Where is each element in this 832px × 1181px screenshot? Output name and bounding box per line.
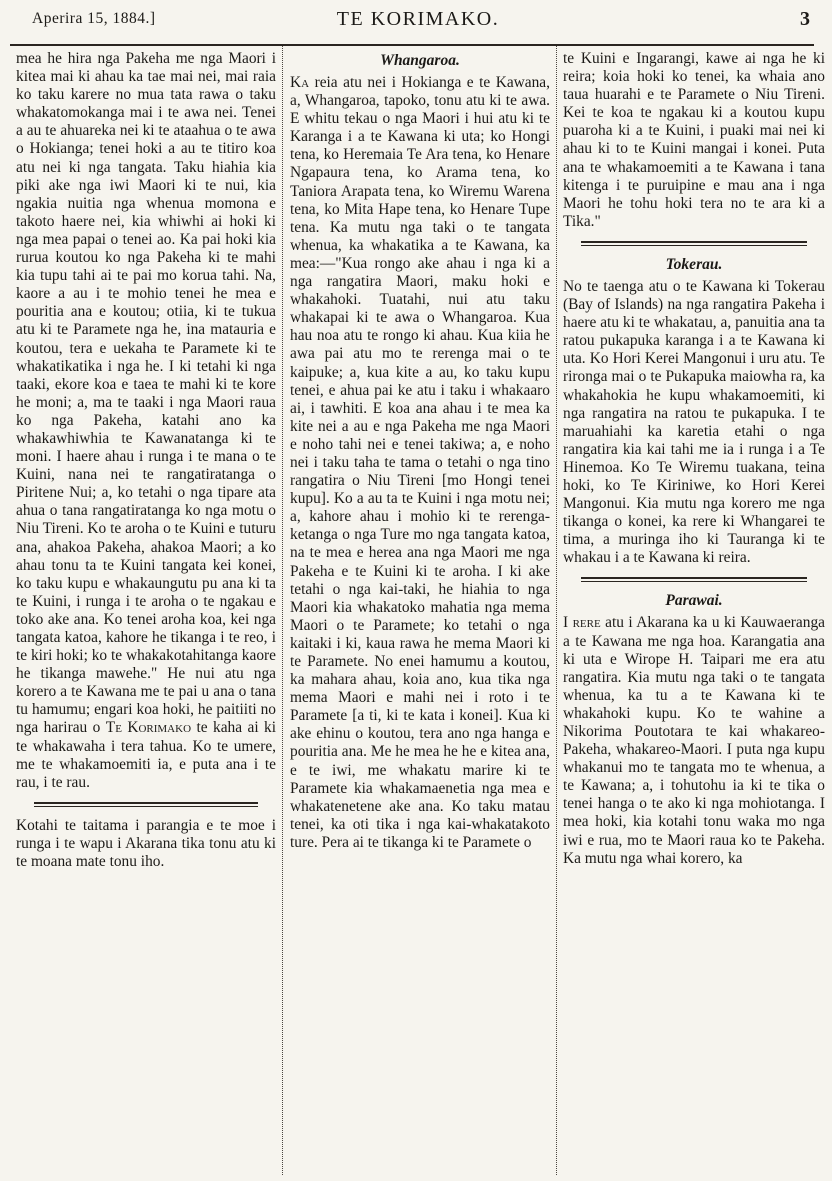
news-item-paragraph: Kotahi te taitama i parangia e te moe i runga i te wapu i Akarana tika tonu atu ki te moana mate tonu iho.	[16, 816, 276, 871]
paragraph-text-end: te kaha ai ki te whakawaha i tera tahua. Ko te umere, me te whakamoemiti ia, e puta ana i te rau, i te rau.	[16, 719, 276, 791]
tokerau-paragraph: No te taenga atu o te Kawana ki Tokerau (Bay of Islands) na nga rangatira Pakeha i haere atu ki te whakatau, a, panuitia ana ta ratou pukapuka karanga i a te Kawana ki uta. Ko Hori Kerei Mangonui i uru atu. Te rironga mai o te Pukapuka maiowha ra, ka whakahokia he kupu whakamoemiti, ki nga rangatira na ratou te pukapuka. I te maruahiahi ka karetia etahi o nga rangatira kia kai tahi me ia i runga i a Te Hinemoa. Ko Te Wiremu tuakana, teina hoki, ko Te Kiriniwe, ko Hori Kerei Mangonui. Kia mutu nga korero me nga tikanga o konei, ka rere ki Whangarei te tima, a muringa iho ki Tauranga ki te whakau i a te Kawana ki reira.	[563, 277, 825, 567]
column-rule-2	[556, 46, 557, 1175]
paragraph-text: atu i Akarana ka u ki Kauwaeranga a te Kawana me nga hoa. Karangatia ana ki uta e Wirope H. Taipari me era atu rangatira. Kia mutu nga taki o te tangata whenua, ka tu a te Kawana ki te whakahoki kupu. Ko te wahine a Nikorima Poutotara te kai whakareo-Pakeha, whakareo-Maori. I puta nga kupu whakanui mo te tangata mo te whenua, a te Kawana; a, i tohutohu ia ki te tika o tenei hanga o te ako ki nga mohiotanga. I mea hoki, kia kotahi tonu waka mo nga iwi e rua, mo te Maori raua ko te Pakeha. Ka mutu nga whai korero, ka	[563, 614, 825, 867]
section-title-tokerau: Tokerau.	[665, 255, 723, 273]
parawai-paragraph	[563, 614, 825, 867]
section-title-whangaroa: Whangaroa.	[380, 52, 460, 69]
page-number: 3	[800, 8, 810, 30]
continued-paragraph: te Kuini e Ingarangi, kawe ai nga he ki reira; koia hoki ko tenei, ka whaia ano taua huarahi e te Paramete o Niu Tireni. Kei te koa te ngakau ki a koutou kupu puaroha ki a te Kuini, i puaki mai nei ki ahau ki to te Kuini mangai i konei. Puta ana te whakamoemiti a te Kawana i tana kitenga i te puruipine e mau ana i nga Maori he tohu hoki tera no te ara ki a Tika."	[563, 50, 825, 230]
whangaroa-paragraph	[290, 74, 550, 852]
issue-date: Aperira 15, 1884.]	[32, 10, 156, 27]
section-title-parawai: Parawai.	[665, 592, 723, 610]
section-divider	[581, 577, 807, 582]
paragraph-text: mea he hira nga Pakeha me nga Maori i kitea mai ki ahau ka tae mai nei, mai raia ko taku karere no mua tata rawa o taku whakatomokanga mai i te awa nei. Tenei a au te ahuareka nei ki te ataahua o te awa o Hokianga; tenei hoki a au te titiro koa atu nei ki nga tangata. Taku hiahia kia piki ake nga iwi Maori ki te nui, kia ngakia nuitia nga whenua momona e takoto haere nei, kia whiwhi ai hoki ki nga mea papai o tenei ao. Ka pai hoki kia rurua koutou ko nga Pakeha ki te mahi kia tupu tahi ai te pai mo korua tahi. Na, kaore a au i te mohio tenei he mea e pouritia ana e koutou; otiia, ki te tukua atu ki te Paramete nga he, ina matauria e koutou, tera e uekaha te Paramete ki te whakatikatika i nga he. I ki tetahi ki nga taaki, ekore koa e taea te mahi ki te kore he moni; a, ma te taaki i nga Maori raua ko nga Pakeha, katahi ano ka whakawhiwhia te Kawanatanga ki te moni. I haere ahau i runga i te mana o te Kuini, nana nei te rangatiratanga o Piritene Nui; a, ko tetahi o nga tipare ata ahua o tana rangatiratanga ko nga motu o Niu Tireni. Ko te aroha o te Kuini e tuturu ana, ahakoa Pakeha, ahakoa Maori; a ko ahau tonu ta te Kuini tangata kei konei, ko taku kupu e whakaungutu pu ana ki ta te Kuini, i runga i te aroha o te ngakau e toko ake ana. Ko tenei aroha koa, kei nga tangata katoa, kahore he tikanga i te reo, i te kiri hoki; ko te whakakotahitanga kaore he tikanga mawehe." He nui atu nga korero a te Kawana me te pai u ana o tana tu hamumu; engari koa hoki, he paitiiti no nga harirau o	[16, 50, 276, 737]
page-header	[22, 4, 814, 38]
section-divider	[581, 241, 807, 246]
paragraph-text: reia atu nei i Hokianga e te Kawana, a, Whangaroa, tapoko, tonu atu ki te awa. E whitu tekau o nga Maori i hui atu ki te Karanga i a te Kawana ki uta; ko Hongi tena, ko Heremaia Te Ara tena, ko Henare Ngapaura tena, ko Arama tena, ko Taniora Arapata tena, ko Wiremu Warena tena, ko Mita Hape tena, ko Henare Tupe tena. Ka mutu nga taki o te tangata whenua, ka whakatika a te Kawana, ka mea:—"Kua rongo ake ahau i nga ki a nga rangatira Maori, maku hoki e whakahoki. Tuatahi, nui atu taku whakapai ki te awa o Whangaroa. Kua hau noa atu te rongo ki ahau. Kua kiia he awa pai atu mo te rerenga mai o te kaipuke; a, kua kite a au, ko taku kupu tenei, e ahua pai ke atu i taku i whakaaro ai, i tawhiti. E koa ana ahau i te mea ka kite nei a au e nga Pakeha me nga Maori e noho tahi nei e tenei takiwa; a, e noho nei i taku taha te tama o tetahi o nga tino rangatira o Niu Tireni [mo Hongi tenei kupu]. Ko a au ta te Kuini i nga motu nei; a, kahore ahau i mohio ki te rerenga-ketanga o nga Ture mo nga tangata katoa, na te mea e herea ana nga Maori me nga Pakeha e te Kuini ki te aroha. I ki ake tetahi o nga kai-taki, he hiahia to nga Maori kia whakatoko mahatia nga mema Maori o te Paramete; ko tetahi o nga kaitaki i ki, kaua rawa he mema Maori ki te Paramete. No enei hamumu a koutou, ka mahara ahau, koia ano, kua tika nga mema Maori e mahi nei i roto i te Paramete [a ti, ki te kata i konei]. Kua ki ake ehinu o koutou, tera ano nga hanga e pouritia ana. Me he mea he he e kitea ana, e te iwi, me whakatu marire ki te Paramete kia whakamaenetia nga mea e whakatenetene ake ana. Ko taku matau tenei, ka oti tika i nga kai-whakatakoto ture. Pera ai te tikanga ki te Paramete o	[290, 74, 550, 851]
column-1-paragraph	[16, 50, 276, 792]
column-rule-1	[282, 46, 283, 1175]
header-rule	[10, 44, 814, 46]
column-3	[563, 50, 825, 1177]
section-divider	[34, 802, 258, 807]
column-1	[16, 50, 276, 1177]
opening-word: Ka	[290, 74, 310, 91]
newspaper-title: TE KORIMAKO.	[336, 8, 500, 30]
opening-word: I rere	[563, 614, 601, 632]
column-2	[290, 50, 550, 1177]
paper-name: Te Korimako	[105, 719, 192, 737]
